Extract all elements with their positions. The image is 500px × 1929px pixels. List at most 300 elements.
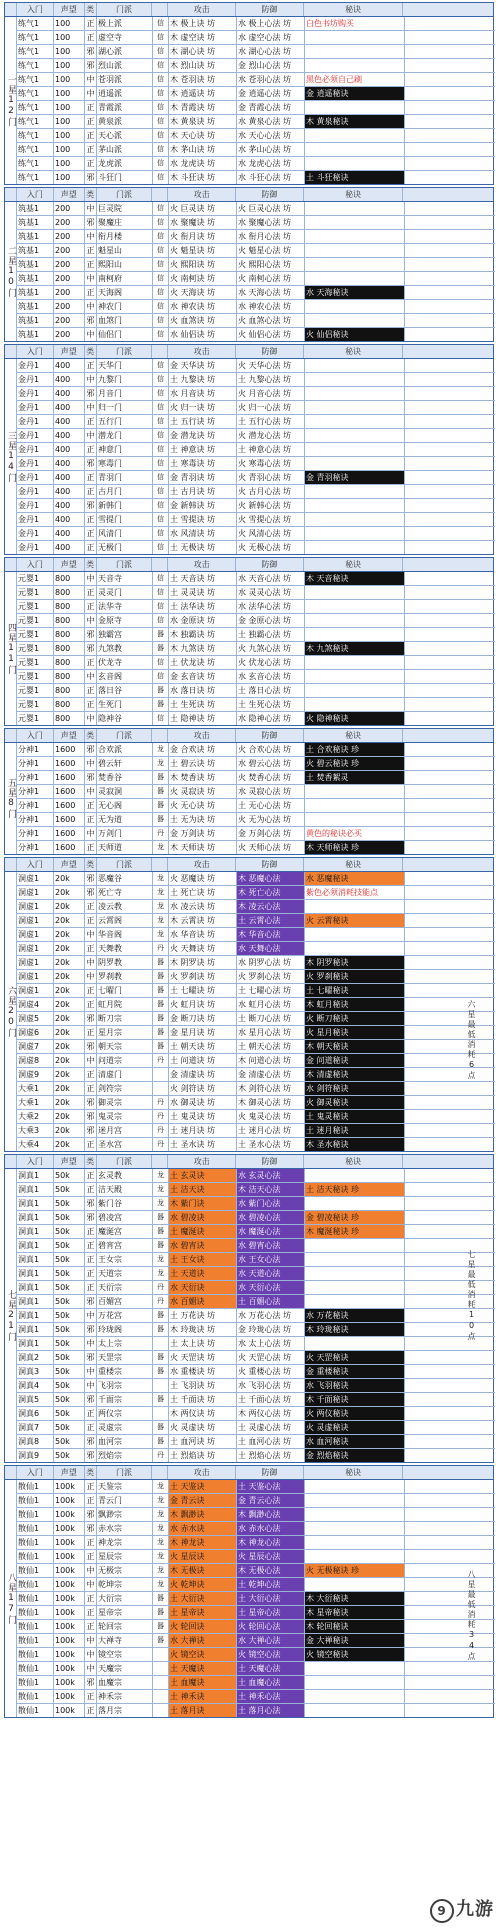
attack-cell: 木 无极诀 bbox=[169, 1564, 237, 1577]
defense-cell: 火 新韩心法 坊 bbox=[237, 499, 305, 512]
secret-cell: 水 恶魔秘诀 bbox=[305, 872, 405, 885]
rank-cell: 筑基1 bbox=[17, 258, 54, 271]
rank-cell: 散仙1 bbox=[17, 1690, 54, 1703]
prestige-cell: 100 bbox=[54, 171, 85, 184]
secret-cell: 木 千面秘诀 bbox=[305, 1393, 405, 1406]
header-cell: 类 bbox=[85, 858, 97, 871]
item-cell: 信 bbox=[153, 471, 169, 484]
rank-cell: 筑基1 bbox=[17, 244, 54, 257]
secret-cell bbox=[305, 684, 405, 697]
secret-cell bbox=[305, 900, 405, 913]
rank-cell: 金丹1 bbox=[17, 513, 54, 526]
table-row bbox=[17, 1281, 495, 1295]
item-cell: 信 bbox=[153, 387, 169, 400]
rank-cell: 练气1 bbox=[17, 157, 54, 170]
table-row bbox=[17, 572, 495, 586]
item-cell: 信 bbox=[153, 216, 169, 229]
category-cell: 邪 bbox=[85, 771, 97, 784]
note-cell bbox=[405, 244, 495, 257]
attack-cell: 土 九黎诀 坊 bbox=[169, 373, 237, 386]
prestige-cell: 800 bbox=[54, 572, 85, 585]
defense-cell: 火 血煞心法 坊 bbox=[237, 314, 305, 327]
prestige-cell: 50k bbox=[54, 1407, 85, 1420]
attack-cell: 木 焚香诀 坊 bbox=[169, 771, 237, 784]
secret-cell bbox=[305, 656, 405, 669]
sect-name-cell: 天华门 bbox=[97, 359, 153, 372]
category-cell: 中 bbox=[85, 1634, 97, 1647]
note-cell bbox=[405, 101, 495, 114]
table-row bbox=[17, 1211, 495, 1225]
attack-cell: 木 紫门诀 bbox=[169, 1197, 237, 1210]
attack-cell: 金 新韩诀 坊 bbox=[169, 499, 237, 512]
note-cell bbox=[405, 1323, 495, 1336]
secret-cell bbox=[305, 614, 405, 627]
table-row bbox=[17, 1606, 495, 1620]
rank-cell: 洞虚8 bbox=[17, 1054, 54, 1067]
header-cell: 秘诀 bbox=[304, 558, 404, 571]
table-row bbox=[17, 1225, 495, 1239]
sect-name-cell: 魔涎宫 bbox=[97, 1225, 153, 1238]
defense-cell: 火 寒毒心法 坊 bbox=[237, 457, 305, 470]
note-cell bbox=[405, 1365, 495, 1378]
header-cell: 声望 bbox=[54, 858, 85, 871]
table-row bbox=[17, 914, 495, 928]
sect-name-cell: 熙阳山 bbox=[97, 258, 153, 271]
attack-cell: 土 五行诀 坊 bbox=[169, 415, 237, 428]
sect-name-cell: 落月宗 bbox=[97, 1704, 153, 1717]
defense-cell: 水 玄音心法 坊 bbox=[237, 670, 305, 683]
secret-cell bbox=[305, 1550, 405, 1563]
rank-cell: 大乘4 bbox=[17, 1138, 54, 1151]
rank-cell: 洞虚1 bbox=[17, 984, 54, 997]
attack-cell: 木 两仪诀 坊 bbox=[169, 1407, 237, 1420]
rank-cell: 分神1 bbox=[17, 827, 54, 840]
table-row bbox=[17, 970, 495, 984]
defense-cell: 木 无极心法 bbox=[237, 1564, 305, 1577]
attack-cell: 木 黄泉诀 坊 bbox=[169, 115, 237, 128]
prestige-cell: 100k bbox=[54, 1634, 85, 1647]
item-cell: 信 bbox=[153, 45, 169, 58]
attack-cell: 水 赤水诀 bbox=[169, 1522, 237, 1535]
category-cell: 正 bbox=[85, 1550, 97, 1563]
table-row bbox=[17, 942, 495, 956]
defense-cell: 土 天鉴心法 bbox=[237, 1480, 305, 1493]
category-cell: 正 bbox=[85, 1183, 97, 1196]
attack-cell: 土 血魔诀 bbox=[169, 1676, 237, 1689]
prestige-cell: 100k bbox=[54, 1704, 85, 1717]
attack-cell: 土 洁天诀 bbox=[169, 1183, 237, 1196]
table-row bbox=[17, 1522, 495, 1536]
star-label: 八星17门 bbox=[5, 1480, 17, 1717]
attack-cell: 木 玲珑诀 坊 bbox=[169, 1323, 237, 1336]
rank-cell: 分神1 bbox=[17, 841, 54, 854]
prestige-cell: 200 bbox=[54, 286, 85, 299]
note-cell bbox=[405, 1138, 495, 1151]
item-cell: 龙 bbox=[153, 1508, 169, 1521]
secret-cell: 木 九煞秘诀 bbox=[305, 642, 405, 655]
note-cell bbox=[405, 1124, 495, 1137]
category-cell: 正 bbox=[85, 513, 97, 526]
rank-cell: 金丹1 bbox=[17, 457, 54, 470]
table-row bbox=[17, 1550, 495, 1564]
secret-cell: 火 两仪秘诀 bbox=[305, 1407, 405, 1420]
note-cell bbox=[405, 1337, 495, 1350]
item-cell: 信 bbox=[153, 171, 169, 184]
header-cell: 入门 bbox=[17, 3, 54, 16]
rank-cell: 筑基1 bbox=[17, 272, 54, 285]
note-cell bbox=[405, 872, 495, 885]
prestige-cell: 50k bbox=[54, 1183, 85, 1196]
attack-cell: 火 巨灵诀 坊 bbox=[169, 202, 237, 215]
prestige-cell: 400 bbox=[54, 527, 85, 540]
note-cell bbox=[405, 1522, 495, 1535]
header-cell: 攻击 bbox=[168, 1155, 236, 1168]
attack-cell: 木 茅山诀 坊 bbox=[169, 143, 237, 156]
secret-cell: 金 逍遥秘诀 bbox=[305, 87, 405, 100]
note-cell bbox=[405, 743, 495, 756]
secret-cell bbox=[305, 1295, 405, 1308]
prestige-cell: 20k bbox=[54, 1012, 85, 1025]
note-cell bbox=[405, 1634, 495, 1647]
defense-cell: 土 迷月心法 坊 bbox=[237, 1124, 305, 1137]
item-cell: 丹 bbox=[153, 1124, 169, 1137]
prestige-cell: 100k bbox=[54, 1676, 85, 1689]
item-cell: 龙 bbox=[153, 841, 169, 854]
secret-cell: 火 碧云秘诀 珍 bbox=[305, 757, 405, 770]
header-cell: 门派 bbox=[97, 729, 153, 742]
category-cell: 正 bbox=[85, 1267, 97, 1280]
category-cell: 中 bbox=[85, 928, 97, 941]
category-cell: 中 bbox=[85, 272, 97, 285]
rank-cell: 元婴1 bbox=[17, 586, 54, 599]
category-cell: 正 bbox=[85, 1082, 97, 1095]
secret-cell: 木 玲珑秘诀 bbox=[305, 1323, 405, 1336]
header-cell: 类 bbox=[85, 1466, 97, 1479]
prestige-cell: 400 bbox=[54, 513, 85, 526]
secret-cell: 火 灵虚秘诀 bbox=[305, 1421, 405, 1434]
sect-name-cell: 血河宗 bbox=[97, 1435, 153, 1448]
table-row bbox=[17, 443, 495, 457]
note-cell bbox=[405, 813, 495, 826]
table-row bbox=[17, 527, 495, 541]
attack-cell: 金 玄音诀 坊 bbox=[169, 670, 237, 683]
secret-cell bbox=[305, 387, 405, 400]
sect-name-cell: 王女宗 bbox=[97, 1253, 153, 1266]
note-cell bbox=[405, 31, 495, 44]
secret-cell bbox=[305, 785, 405, 798]
prestige-cell: 20k bbox=[54, 970, 85, 983]
sect-name-cell: 玄灵教 bbox=[97, 1169, 153, 1182]
rank-cell: 练气1 bbox=[17, 143, 54, 156]
note-cell bbox=[405, 827, 495, 840]
defense-cell: 水 湖心心法 坊 bbox=[237, 45, 305, 58]
note-cell bbox=[405, 642, 495, 655]
item-cell: 信 bbox=[153, 513, 169, 526]
attack-cell: 水 凌云诀 坊 bbox=[169, 900, 237, 913]
sect-name-cell: 灵灵门 bbox=[97, 586, 153, 599]
prestige-cell: 100k bbox=[54, 1480, 85, 1493]
item-cell: 器 bbox=[153, 970, 169, 983]
note-cell bbox=[405, 359, 495, 372]
category-cell: 正 bbox=[85, 984, 97, 997]
table-row bbox=[17, 642, 495, 656]
sect-name-cell: 鬼灵宗 bbox=[97, 1110, 153, 1123]
rank-cell: 练气1 bbox=[17, 45, 54, 58]
note-cell bbox=[405, 1564, 495, 1577]
rank-cell: 洞虚6 bbox=[17, 1026, 54, 1039]
note-cell bbox=[405, 1012, 495, 1025]
sect-name-cell: 华音阁 bbox=[97, 928, 153, 941]
rank-cell: 洞真1 bbox=[17, 1267, 54, 1280]
prestige-cell: 50k bbox=[54, 1239, 85, 1252]
sect-name-cell: 血魔宗 bbox=[97, 1676, 153, 1689]
attack-cell: 火 无心诀 坊 bbox=[169, 799, 237, 812]
attack-cell: 火 恶魔诀 坊 bbox=[169, 872, 237, 885]
defense-cell: 火 合欢心法 坊 bbox=[237, 743, 305, 756]
table-row bbox=[17, 1480, 495, 1494]
category-cell: 邪 bbox=[85, 1295, 97, 1308]
defense-cell: 土 七曜心法 坊 bbox=[237, 984, 305, 997]
category-cell: 正 bbox=[85, 1281, 97, 1294]
header-cell: 门派 bbox=[97, 188, 153, 201]
note-cell bbox=[405, 1536, 495, 1549]
secret-cell bbox=[305, 216, 405, 229]
rank-cell: 散仙1 bbox=[17, 1522, 54, 1535]
prestige-cell: 400 bbox=[54, 471, 85, 484]
table-row bbox=[17, 1494, 495, 1508]
note-cell bbox=[405, 129, 495, 142]
item-cell bbox=[153, 1068, 169, 1081]
item-cell: 器 bbox=[153, 1421, 169, 1434]
sect-name-cell: 神农门 bbox=[97, 300, 153, 313]
defense-cell: 金 烈山心法 坊 bbox=[237, 59, 305, 72]
table-row bbox=[17, 73, 495, 87]
sect-name-cell: 青霞派 bbox=[97, 101, 153, 114]
sect-name-cell: 重楼宗 bbox=[97, 1365, 153, 1378]
category-cell: 邪 bbox=[85, 1435, 97, 1448]
header-cell: 秘诀 bbox=[304, 1466, 404, 1479]
category-cell: 正 bbox=[85, 443, 97, 456]
attack-cell: 火 血煞诀 坊 bbox=[169, 314, 237, 327]
prestige-cell: 400 bbox=[54, 415, 85, 428]
header-cell: 防御 bbox=[236, 345, 304, 358]
item-cell: 信 bbox=[153, 499, 169, 512]
secret-cell: 火 罗刹秘诀 bbox=[305, 970, 405, 983]
item-cell: 器 bbox=[153, 984, 169, 997]
prestige-cell: 400 bbox=[54, 359, 85, 372]
attack-cell: 水 聚魔诀 坊 bbox=[169, 216, 237, 229]
category-cell: 邪 bbox=[85, 1124, 97, 1137]
item-cell: 丹 bbox=[153, 1110, 169, 1123]
prestige-cell: 400 bbox=[54, 457, 85, 470]
attack-cell: 土 太上诀 坊 bbox=[169, 1337, 237, 1350]
table-row bbox=[17, 1407, 495, 1421]
defense-cell: 金 青云心法 bbox=[237, 1494, 305, 1507]
rank-cell: 洞真1 bbox=[17, 1337, 54, 1350]
rank-cell: 大乘3 bbox=[17, 1124, 54, 1137]
defense-cell: 水 碧云心法 坊 bbox=[237, 757, 305, 770]
sect-name-cell: 神禾宗 bbox=[97, 1690, 153, 1703]
header-cell: 声望 bbox=[54, 3, 85, 16]
rank-cell: 大乘1 bbox=[17, 1082, 54, 1095]
secret-cell: 木 清虚秘诀 bbox=[305, 1068, 405, 1081]
note-cell bbox=[405, 157, 495, 170]
note-cell bbox=[405, 614, 495, 627]
attack-cell: 土 生死诀 坊 bbox=[169, 698, 237, 711]
item-cell: 信 bbox=[153, 541, 169, 554]
rank-cell: 筑基1 bbox=[17, 314, 54, 327]
table-row bbox=[17, 359, 495, 373]
attack-cell: 火 灵寂诀 坊 bbox=[169, 785, 237, 798]
rank-cell: 练气1 bbox=[17, 17, 54, 30]
star-section bbox=[4, 557, 494, 726]
item-cell bbox=[153, 1082, 169, 1095]
category-cell: 邪 bbox=[85, 1351, 97, 1364]
attack-cell: 火 灵虚诀 坊 bbox=[169, 1421, 237, 1434]
item-cell: 信 bbox=[153, 230, 169, 243]
note-cell bbox=[405, 900, 495, 913]
defense-cell: 水 魔涎心法 bbox=[237, 1225, 305, 1238]
category-cell: 邪 bbox=[85, 1110, 97, 1123]
prestige-cell: 100k bbox=[54, 1592, 85, 1605]
secret-cell bbox=[305, 670, 405, 683]
rank-cell: 元婴1 bbox=[17, 712, 54, 725]
defense-cell: 水 灵寂心法 坊 bbox=[237, 785, 305, 798]
prestige-cell: 100k bbox=[54, 1522, 85, 1535]
attack-cell: 土 伏龙诀 坊 bbox=[169, 656, 237, 669]
table-row bbox=[17, 115, 495, 129]
defense-cell: 木 神龙心法 bbox=[237, 1536, 305, 1549]
note-cell bbox=[405, 541, 495, 554]
defense-cell: 木 御灵心法 坊 bbox=[237, 1096, 305, 1109]
header-cell: 门派 bbox=[97, 558, 153, 571]
sect-name-cell: 焚香谷 bbox=[97, 771, 153, 784]
note-cell bbox=[405, 1494, 495, 1507]
note-cell bbox=[405, 499, 495, 512]
sect-name-cell: 飘渺宗 bbox=[97, 1508, 153, 1521]
secret-cell bbox=[305, 1169, 405, 1182]
note-cell bbox=[405, 429, 495, 442]
item-cell: 器 bbox=[153, 1309, 169, 1322]
attack-cell: 火 熙阳诀 坊 bbox=[169, 258, 237, 271]
sect-name-cell: 衔月楼 bbox=[97, 230, 153, 243]
header-cell: 门派 bbox=[97, 345, 153, 358]
note-cell bbox=[405, 286, 495, 299]
category-cell: 正 bbox=[85, 1253, 97, 1266]
note-cell bbox=[405, 485, 495, 498]
item-cell: 信 bbox=[153, 527, 169, 540]
defense-cell: 火 星辰心法 bbox=[237, 1550, 305, 1563]
attack-cell: 木 逍遥诀 坊 bbox=[169, 87, 237, 100]
header-cell: 防御 bbox=[236, 729, 304, 742]
defense-cell: 水 赤水心法 bbox=[237, 1522, 305, 1535]
defense-cell: 金 玲珑心法 坊 bbox=[237, 1323, 305, 1336]
category-cell: 正 bbox=[85, 1592, 97, 1605]
prestige-cell: 20k bbox=[54, 886, 85, 899]
header-cell bbox=[152, 558, 168, 571]
prestige-cell: 50k bbox=[54, 1449, 85, 1462]
attack-cell: 木 飘渺诀 bbox=[169, 1508, 237, 1521]
header-cell bbox=[5, 858, 17, 871]
prestige-cell: 100 bbox=[54, 101, 85, 114]
note-cell bbox=[405, 970, 495, 983]
defense-cell: 火 熙阳心法 坊 bbox=[237, 258, 305, 271]
defense-cell: 火 重楼心法 坊 bbox=[237, 1365, 305, 1378]
secret-cell: 金 碧凌秘诀 珍 bbox=[305, 1211, 405, 1224]
secret-cell: 土 合欢秘诀 珍 bbox=[305, 743, 405, 756]
rank-cell: 散仙1 bbox=[17, 1620, 54, 1633]
rank-cell: 洞真7 bbox=[17, 1421, 54, 1434]
note-cell bbox=[405, 914, 495, 927]
category-cell: 中 bbox=[85, 614, 97, 627]
note-cell bbox=[405, 600, 495, 613]
secret-cell bbox=[305, 314, 405, 327]
table-row bbox=[17, 1435, 495, 1449]
attack-cell: 火 天罡诀 坊 bbox=[169, 1351, 237, 1364]
attack-cell: 土 古月诀 坊 bbox=[169, 485, 237, 498]
secret-cell: 火 无极秘诀 珍 bbox=[305, 1564, 405, 1577]
secret-cell: 木 星帝秘诀 bbox=[305, 1606, 405, 1619]
note-cell bbox=[405, 572, 495, 585]
table-row bbox=[17, 984, 495, 998]
secret-cell bbox=[305, 31, 405, 44]
rank-cell: 洞真1 bbox=[17, 1253, 54, 1266]
attack-cell: 土 大衍诀 bbox=[169, 1592, 237, 1605]
rank-cell: 金丹1 bbox=[17, 429, 54, 442]
defense-cell: 水 紫门心法 bbox=[237, 1197, 305, 1210]
rank-cell: 洞虚1 bbox=[17, 928, 54, 941]
category-cell: 正 bbox=[85, 101, 97, 114]
item-cell: 丹 bbox=[153, 1138, 169, 1151]
category-cell: 邪 bbox=[85, 1096, 97, 1109]
rank-cell: 洞真1 bbox=[17, 1323, 54, 1336]
table-row bbox=[17, 827, 495, 841]
prestige-cell: 20k bbox=[54, 1110, 85, 1123]
note-cell bbox=[405, 457, 495, 470]
prestige-cell: 800 bbox=[54, 614, 85, 627]
header-cell bbox=[5, 188, 17, 201]
secret-cell bbox=[305, 1578, 405, 1591]
sect-name-cell: 巨灵院 bbox=[97, 202, 153, 215]
sect-name-cell: 万剑门 bbox=[97, 827, 153, 840]
header-cell bbox=[5, 1466, 17, 1479]
prestige-cell: 100k bbox=[54, 1620, 85, 1633]
header-cell bbox=[152, 1155, 168, 1168]
item-cell: 龙 bbox=[153, 1564, 169, 1577]
sect-name-cell: 万花宫 bbox=[97, 1309, 153, 1322]
table-row bbox=[17, 1676, 495, 1690]
secret-cell: 黑色必须自己刷 bbox=[305, 73, 405, 86]
table-row bbox=[17, 600, 495, 614]
sect-name-cell: 天魔宗 bbox=[97, 1662, 153, 1675]
note-cell bbox=[405, 1068, 495, 1081]
attack-cell: 金 万剑诀 坊 bbox=[169, 827, 237, 840]
secret-cell bbox=[305, 1239, 405, 1252]
header-row bbox=[5, 1466, 493, 1480]
defense-cell: 水 灵灵心法 坊 bbox=[237, 586, 305, 599]
sect-name-cell: 斗狂门 bbox=[97, 171, 153, 184]
category-cell: 正 bbox=[85, 129, 97, 142]
sect-name-cell: 阴罗教 bbox=[97, 956, 153, 969]
attack-cell: 火 罗刹诀 坊 bbox=[169, 970, 237, 983]
sect-name-cell: 百媚宫 bbox=[97, 1295, 153, 1308]
secret-cell: 木 天音秘诀 bbox=[305, 572, 405, 585]
attack-cell: 木 斗狂诀 坊 bbox=[169, 171, 237, 184]
item-cell: 信 bbox=[153, 359, 169, 372]
category-cell: 正 bbox=[85, 1407, 97, 1420]
sect-name-cell: 青羽门 bbox=[97, 471, 153, 484]
note-cell bbox=[405, 656, 495, 669]
